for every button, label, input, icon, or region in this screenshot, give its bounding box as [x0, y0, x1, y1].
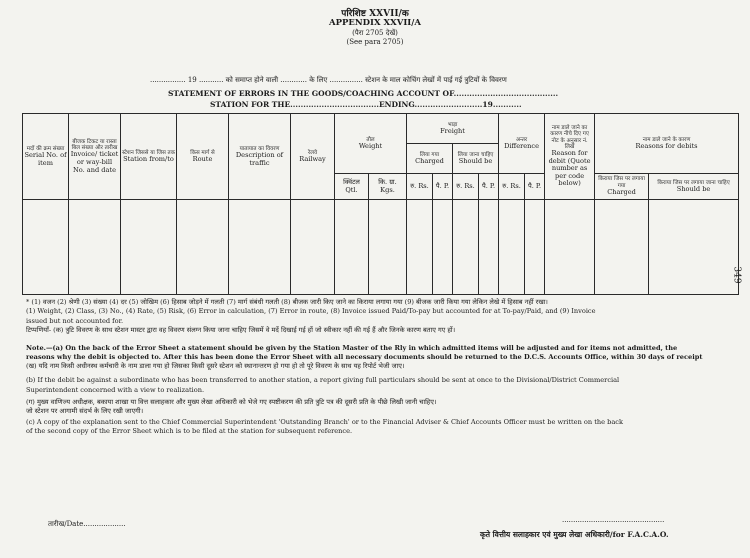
- charged-rs-header: रु. Rs.: [407, 174, 433, 200]
- weight-kgs-header: कि. ग्रा. Kgs.: [369, 174, 407, 200]
- note-a: Note.—(a) On the back of the Error Sheet a statement should be given by the Station Master of the Rly in which admitted items will be adjusted and for items not admitted, the: [26, 344, 678, 352]
- note-b: (b) If the debit be against a subordinate who has been transferred to another station, a report giving full particulars should be sent at once to the Divisional/District Commercial: [26, 376, 620, 384]
- col-station-header: स्टेशन जिससे या जिस तक Station from/to: [121, 114, 177, 200]
- page-number: 349: [731, 266, 742, 284]
- statement-title-hindi: ................ 19 ........... को समाप्त होने वाली ............ के लिए ............... स्टेशन के माल कोचिंग लेखों में पाई गई त्रुटियों के विवरण: [150, 76, 507, 84]
- date-field[interactable]: तारीख/Date...................: [48, 520, 126, 528]
- diff-rs-header: रु. Rs.: [499, 174, 525, 200]
- note-c-hindi-cont: जो स्टेशन पर आगामी संदर्भ के लिए रखी जाएगी।: [26, 407, 144, 415]
- col-difference-header: अन्तर Difference: [499, 114, 545, 174]
- note-c: (c) A copy of the explanation sent to the Chief Commercial Superintendent 'Outstanding Branch' or to the Financial Adviser & Chief Accounts Officer must be written on the back: [26, 418, 623, 426]
- note-a-hindi: टिप्पणियाँ- (क) त्रुटि विवरण के साथ स्टेशन मास्टर द्वारा वह विवरण संलग्न किया जाना चाहिए जिसमें वे मदें दिखाई गई हों जो स्वीकार नहीं की गई हैं और जिनके कारण बताए गए हों।: [26, 326, 456, 334]
- note-b-hindi: (ख) यदि नाम किसी अधीनस्थ कर्मचारी के नाम डाला गया हो जिसका किसी दूसरे स्टेशन को स्थानान्तरण हो गया हो तो पूरे विवरण के साथ यह रिपोर्ट भेजी जाए।: [26, 362, 405, 370]
- reason-charged-header: किराया जिस पर लगाया गया Charged: [595, 174, 649, 200]
- col-serial-header: मदों की क्रम संख्या Serial No. of item: [23, 114, 69, 200]
- col-traffic-header: यातायात का विवरण Description of traffic: [229, 114, 291, 200]
- statement-title: STATEMENT OF ERRORS IN THE GOODS/COACHING ACCOUNT OF........................................: [168, 89, 559, 98]
- col-invoice-header: बीजक टिकट या रास्ता बिल संख्या और तारीख Invoice/ ticket or way-bill No. and date: [69, 114, 121, 200]
- freight-charged-header: लिया गया Charged: [407, 144, 453, 174]
- note-c-cont: of the second copy of the Error Sheet which is to be filed at the station for subsequent reference.: [26, 427, 353, 435]
- reason-should-header: किराया जिस पर लगाया जाना चाहिए Should be: [649, 174, 739, 200]
- errors-table: [22, 113, 739, 295]
- col-railway-header: रेलवे Railway: [291, 114, 335, 200]
- appendix-title: APPENDIX XXVII/A: [329, 18, 421, 28]
- signature-line: ..............................................: [562, 516, 665, 524]
- diff-p-header: पै. P.: [525, 174, 545, 200]
- col-reason-code-header: नाम डाले जाने का कारण नीचे दिए गए नोट के अनुसार नं. लिखें Reason for debit (Quote number as per code below): [545, 114, 595, 200]
- should-rs-header: रु. Rs.: [453, 174, 479, 200]
- signature-label: कृते वित्तीय सलाहकार एवं मुख्य लेखा अधिकारी/for F.A.C.A.O.: [480, 530, 669, 539]
- reason-codes-cont: issued but not accounted for.: [26, 317, 124, 325]
- freight-should-header: लिया जाना चाहिए Should be: [453, 144, 499, 174]
- note-a-cont: reasons why the debit is objected to. After this has been done the Error Sheet with all necessary documents should be returned to the D.C.S. Accounts Office, within 30 days of receipt: [26, 353, 703, 361]
- para-reference: (See para 2705): [346, 38, 404, 46]
- col-route-header: किस मार्ग से Route: [177, 114, 229, 200]
- col-weight-header: तौल Weight: [335, 114, 407, 174]
- note-c-hindi: (ग) मुख्य वाणिज्य अधीक्षक, बकाया शाखा या वित्त सलाहकार और मुख्य लेखा अधिकारी को भेजे गए स्पष्टीकरण की प्रति त्रुटि पत्र की दूसरी प्रति के पीछे लिखी जानी चाहिए।: [26, 398, 437, 406]
- col-freight-header: भाड़ा Freight: [407, 114, 499, 144]
- statement-station-line: STATION FOR THE..................................ENDING..........................19...........: [210, 100, 522, 109]
- should-p-header: पै. P.: [479, 174, 499, 200]
- para-reference-hindi: (पैरा 2705 देखें): [352, 29, 398, 37]
- reason-codes: (1) Weight, (2) Class, (3) No., (4) Rate, (5) Risk, (6) Error in calculation, (7) Error in route, (8) Invoice issued Paid/To-pay but accounted for at To-pay/Paid, and (9) Invoice: [26, 307, 596, 315]
- table-row: [23, 200, 739, 295]
- weight-qtl-header: क्विंटल Qtl.: [335, 174, 369, 200]
- appendix-title-hindi: परिशिष्ट XXVII/क: [341, 9, 409, 19]
- col-reasons-header: नाम डाले जाने के कारण Reasons for debits: [595, 114, 739, 174]
- reason-codes-hindi: * (1) वजन (2) श्रेणी (3) संख्या (4) दर (5) जोखिम (6) हिसाब जोड़ने में गलती (7) मार्ग संबंधी गलती (8) बीजक जारी किए जाने का किराया लगाया गया (9) बीजक जारी किया गया लेकिन लेखे में हिसाब नहीं रखा।: [26, 298, 548, 306]
- note-b-cont: Superintendent concerned with a view to realization.: [26, 386, 205, 394]
- charged-p-header: पै. P.: [433, 174, 453, 200]
